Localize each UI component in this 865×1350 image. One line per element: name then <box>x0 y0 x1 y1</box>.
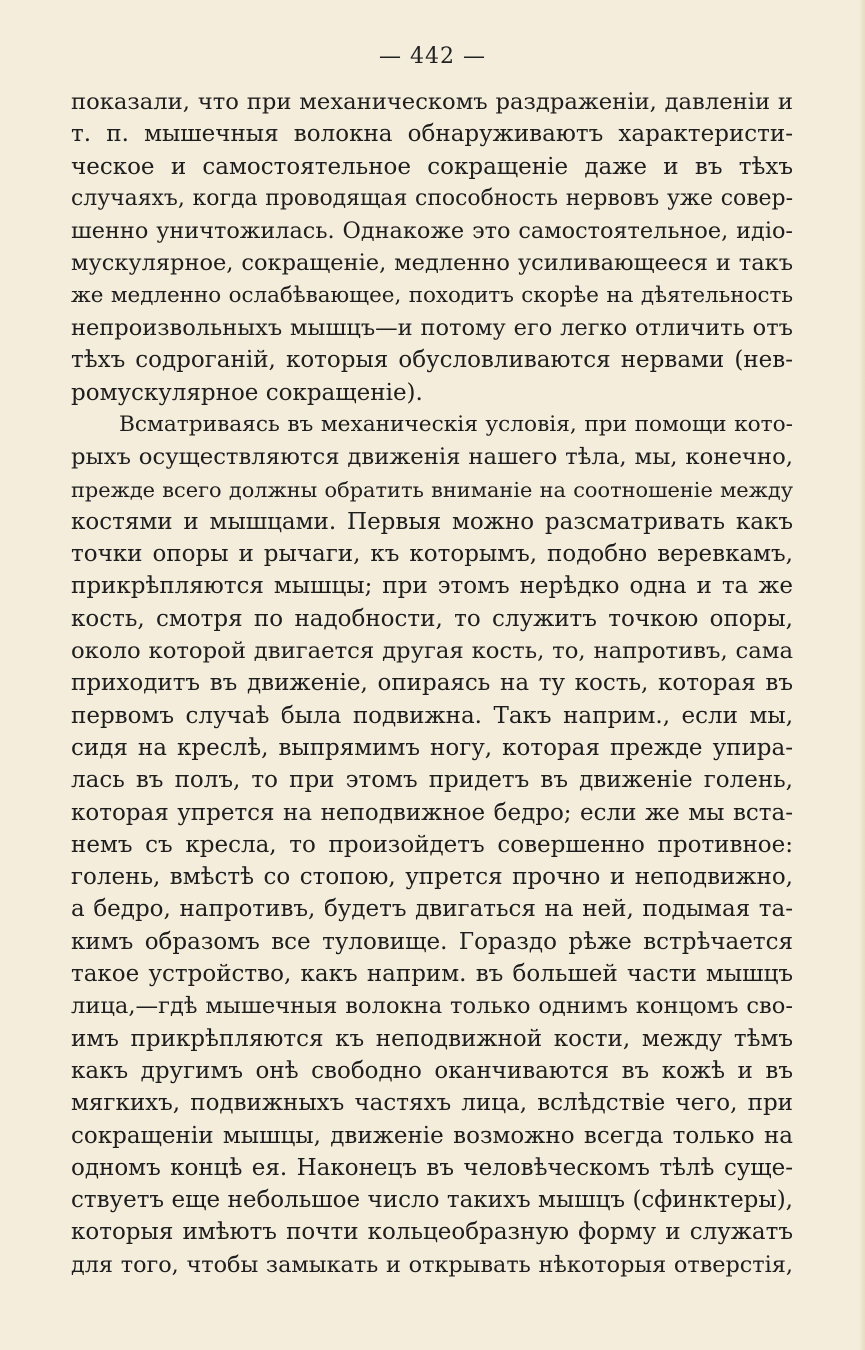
text-line: которыя имѣютъ почти кольцеобразную форму и служатъ <box>71 1219 793 1246</box>
text-line: первомъ случаѣ была подвижна. Такъ наприм., если мы, <box>71 702 793 729</box>
text-line: голень, вмѣстѣ со стопою, упрется прочно и неподвижно, <box>71 864 793 891</box>
text-line: случаяхъ, когда проводящая способность нервовъ уже совер- <box>71 185 793 211</box>
text-line: кимъ образомъ все туловище. Гораздо рѣже встрѣчается <box>71 928 793 955</box>
text-line: какъ другимъ онѣ свободно оканчиваются въ кожѣ и въ <box>71 1057 793 1084</box>
text-line: Всматриваясь въ механическія условія, при помощи кото- <box>119 411 793 437</box>
text-line: прикрѣпляются мышцы; при этомъ нерѣдко одна и та же <box>71 573 793 600</box>
page-number: — 442 — <box>379 44 486 69</box>
text-line: ромускулярное сокращеніе). <box>71 379 423 406</box>
text-line: ствуетъ еще небольшое число такихъ мышцъ (сфинктеры), <box>71 1187 793 1214</box>
text-line: точки опоры и рычаги, къ которымъ, подобно веревкамъ, <box>71 541 793 568</box>
text-line: для того, чтобы замыкать и открывать нѣкоторыя отверстія, <box>71 1251 793 1278</box>
text-line: прежде всего должны обратить вниманіе на соотношеніе между <box>71 477 793 502</box>
text-line: непроизвольныхъ мышцъ—и потому его легко отличить отъ <box>71 315 793 342</box>
text-line: мускулярное, сокращеніе, медленно усиливающееся и такъ <box>71 250 793 277</box>
text-line: шенно уничтожилась. Однакоже это самостоятельное, идіо- <box>71 218 793 245</box>
text-line: одномъ концѣ ея. Наконецъ въ человѣческомъ тѣлѣ суще- <box>71 1154 793 1181</box>
text-line: лица,—гдѣ мышечныя волокна только однимъ концомъ сво- <box>71 993 793 1020</box>
text-line: а бедро, напротивъ, будетъ двигаться на ней, подымая та- <box>71 896 793 923</box>
text-line: костями и мышцами. Первыя можно разсматривать какъ <box>71 508 793 535</box>
text-line: сидя на креслѣ, выпрямимъ ногу, которая прежде упира- <box>71 734 793 761</box>
text-line: тѣхъ содроганій, которыя обусловливаются нервами (нев- <box>71 347 793 374</box>
text-line: лась въ полъ, то при этомъ придетъ въ движеніе голень, <box>71 767 793 794</box>
text-line: же медленно ослабѣвающее, походитъ скорѣе на дѣятельность <box>71 282 793 308</box>
body-text <box>71 86 793 1281</box>
paragraph-2 <box>71 409 793 1281</box>
page-edge-shadow <box>859 0 865 1350</box>
paragraph-1 <box>71 86 793 409</box>
text-line: рыхъ осуществляются движенія нашего тѣла, мы, конечно, <box>71 444 793 471</box>
text-line: имъ прикрѣпляются къ неподвижной кости, между тѣмъ <box>71 1025 793 1052</box>
text-line: такое устройство, какъ наприм. въ большей части мышцъ <box>71 961 793 988</box>
text-line: мягкихъ, подвижныхъ частяхъ лица, вслѣдствіе чего, при <box>71 1090 793 1117</box>
text-line: немъ съ кресла, то произойдетъ совершенно противное: <box>71 831 793 858</box>
text-line: т. п. мышечныя волокна обнаруживаютъ характеристи- <box>71 121 793 148</box>
text-line: которая упрется на неподвижное бедро; если же мы вста- <box>71 799 793 826</box>
text-line: кость, смотря по надобности, то служитъ точкою опоры, <box>71 605 793 632</box>
text-line: показали, что при механическомъ раздраженіи, давленіи и <box>71 89 793 115</box>
text-line: около которой двигается другая кость, то, напротивъ, сама <box>71 638 793 665</box>
text-line: приходитъ въ движеніе, опираясь на ту кость, которая въ <box>71 670 793 697</box>
text-line: ческое и самостоятельное сокращеніе даже и въ тѣхъ <box>71 153 793 180</box>
text-line: сокращеніи мышцы, движеніе возможно всегда только на <box>71 1122 793 1149</box>
